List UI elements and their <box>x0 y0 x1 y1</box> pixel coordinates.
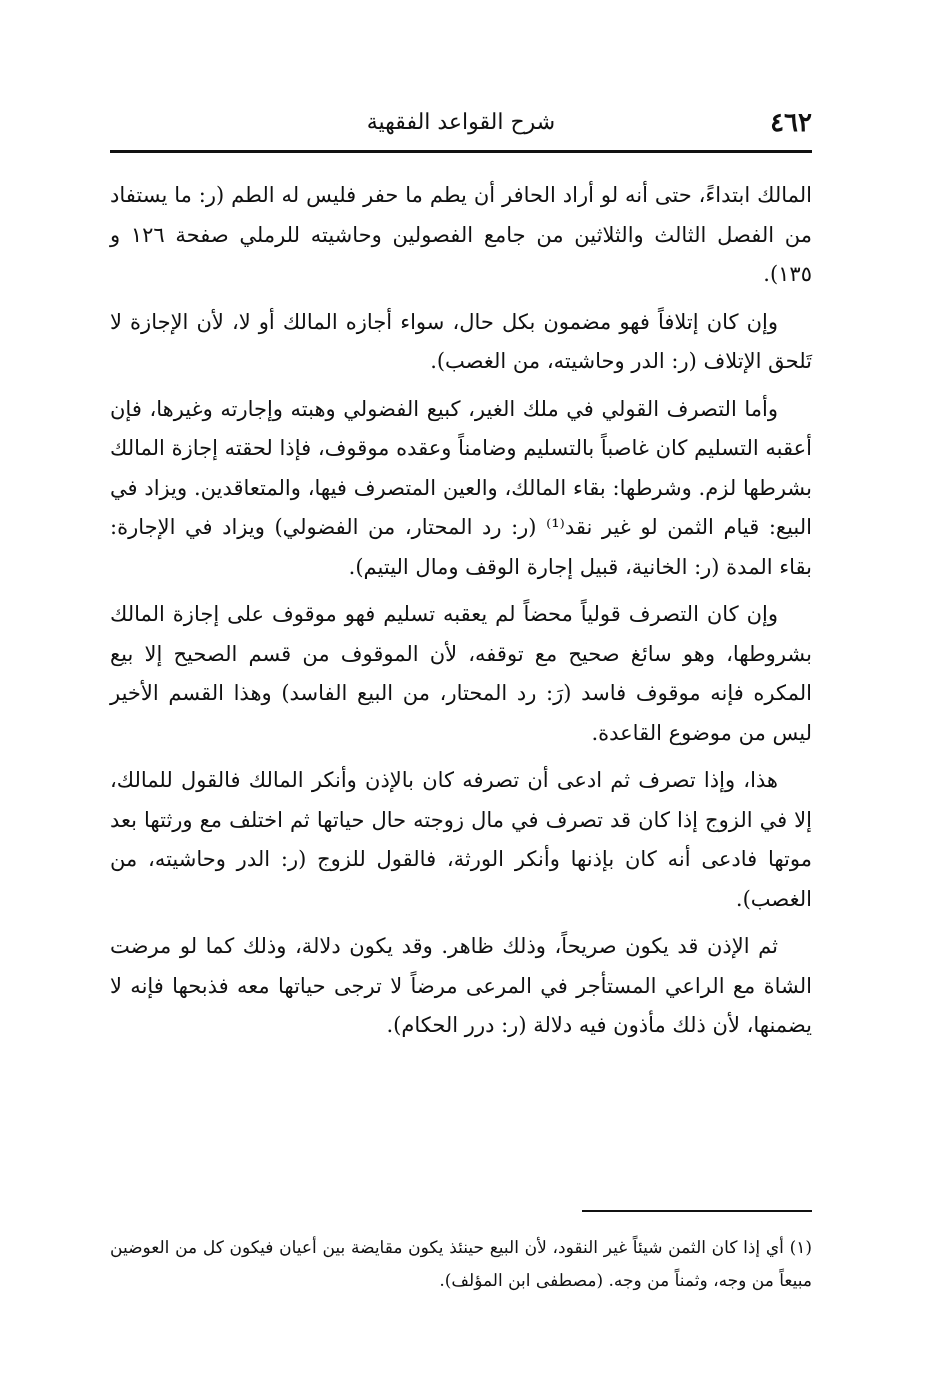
footnote-rule <box>582 1210 812 1212</box>
paragraph-tasarruf-qawli: وأما التصرف القولي في ملك الغير، كبيع الفضولي وهبته وإجارته وغيرها، فإن أعقبه التسليم كان غاصباً بالتسليم وضامناً وعقده موقوف، فإذا لحقته إجازة المالك بشرطها لزم. وشرطها: بقاء المالك، والعين المتصرف فيها، والمتعاقدين. ويزاد في البيع: قيام الثمن لو غير نقد⁽¹⁾ (ر: رد المحتار، من الفضولي) ويزاد في الإجارة: بقاء المدة (ر: الخانية، قبيل إجارة الوقف ومال اليتيم). <box>110 396 812 579</box>
body-text <box>110 176 812 1054</box>
paragraph-qawli-mahd: وإن كان التصرف قولياً محضاً لم يعقبه تسليم فهو موقوف على إجازة المالك بشروطها، وهو سائغ صحيح مع توقفه، لأن الموقوف من قسم الصحيح إلا بيع المكره فإنه موقوف فاسد (رَ: رد المحتار، من البيع الفاسد) وهذا القسم الأخير ليس من موضوع القاعدة. <box>110 602 812 745</box>
running-title: شرح القواعد الفقهية <box>366 110 556 135</box>
header-rule <box>110 150 812 153</box>
paragraph-idhn: ثم الإذن قد يكون صريحاً، وذلك ظاهر. وقد يكون دلالة، وذلك كما لو مرضت الشاة مع الراعي المستأجر في المرعى مرضاً لا ترجى حياتها معه فذبحها فإنه لا يضمنها، لأن ذلك مأذون فيه دلالة (ر: درر الحكام). <box>110 934 812 1037</box>
footnote-text: أي إذا كان الثمن شيئاً غير النقود، لأن البيع حينئذ يكون مقايضة بين أعيان فيكون كل من العوضين مبيعاً من وجه، وثمناً من وجه. (مصطفى ابن المؤلف). <box>110 1238 812 1291</box>
paragraph-continuation: المالك ابتداءً، حتى أنه لو أراد الحافر أن يطم ما حفر فليس له الطم (ر: ما يستفاد من الفصل الثالث والثلاثين من جامع الفصولين وحاشيته للرملي صفحة ١٢٦ و ١٣٥). <box>110 183 812 286</box>
page-number: ٤٦٢ <box>770 108 812 138</box>
footnote <box>110 1232 812 1298</box>
page-content <box>110 0 812 1378</box>
paragraph-dispute: هذا، وإذا تصرف ثم ادعى أن تصرفه كان بالإذن وأنكر المالك فالقول للمالك، إلا في الزوج إذا كان قد تصرف في مال زوجته حال حياتها ثم اختلف مع ورثتها بعد موتها فادعى أنه كان بإذنها وأنكر الورثة، فالقول للزوج (ر: الدر وحاشيته، من الغصب). <box>110 768 812 911</box>
footnote-marker: (١) <box>789 1238 812 1258</box>
paragraph-itlaf: وإن كان إتلافاً فهو مضمون بكل حال، سواء أجازه المالك أو لا، لأن الإجازة لا تَلحق الإتلاف (ر: الدر وحاشيته، من الغصب). <box>110 309 812 373</box>
running-header <box>110 108 812 144</box>
